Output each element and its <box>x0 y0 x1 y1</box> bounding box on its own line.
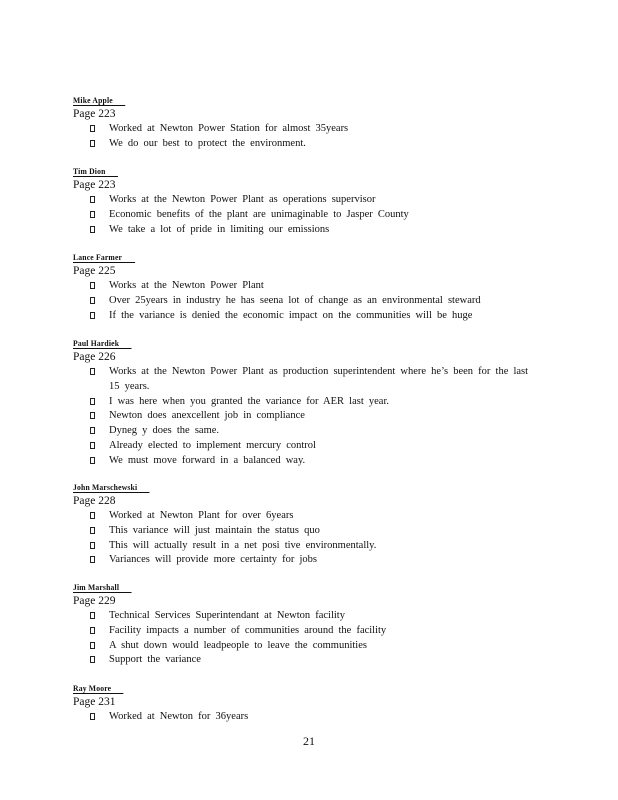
remark-text: We must move forward in a balanced way. <box>109 454 306 466</box>
remark-text: Newton does anexcellent job in compliance <box>109 410 305 422</box>
speaker-block <box>73 577 543 668</box>
bullet-box-icon <box>90 226 95 233</box>
remark-item <box>73 439 543 454</box>
remark-text: Support the variance <box>109 654 201 666</box>
speaker-name: Ray Moore <box>73 683 124 694</box>
remark-text: Facility impacts a number of communities around the facility <box>109 624 387 636</box>
speaker-name: Lance Farmer <box>73 252 135 263</box>
remark-item <box>73 624 543 639</box>
bullet-box-icon <box>90 656 95 663</box>
remark-item <box>73 193 543 208</box>
remark-item <box>73 409 543 424</box>
speaker-block <box>73 477 543 568</box>
page-reference: Page 229 <box>73 595 116 607</box>
bullet-box-icon <box>90 140 95 147</box>
bullet-box-icon <box>90 457 95 464</box>
page-reference: Page 223 <box>73 179 116 191</box>
bullet-box-icon <box>90 297 95 304</box>
remark-text: Dyneg y does the same. <box>109 425 220 437</box>
bullet-box-icon <box>90 642 95 649</box>
speaker-block <box>73 161 543 237</box>
remark-item <box>73 294 543 309</box>
remark-item <box>73 365 543 395</box>
bullet-box-icon <box>90 211 95 218</box>
remarks-list <box>73 193 543 237</box>
remark-text: A shut down would leadpeople to leave the communities <box>109 639 367 651</box>
page-reference: Page 231 <box>73 696 116 708</box>
remark-text: Economic benefits of the plant are unimaginable to Jasper County <box>109 208 409 220</box>
remark-text: Worked at Newton Plant for over 6years <box>109 510 294 521</box>
bullet-box-icon <box>90 442 95 449</box>
remarks-list <box>73 609 543 668</box>
speaker-block <box>73 333 543 469</box>
bullet-box-icon <box>90 527 95 534</box>
remark-item <box>73 395 543 410</box>
bullet-box-icon <box>90 196 95 203</box>
remark-item <box>73 223 543 238</box>
bullet-box-icon <box>90 398 95 405</box>
remark-item <box>73 553 543 568</box>
bullet-box-icon <box>90 542 95 549</box>
remark-item <box>73 524 543 539</box>
remark-item <box>73 137 543 152</box>
bullet-box-icon <box>90 556 95 563</box>
remark-text: Works at the Newton Power Plant as production superintendent where he’s been for the last 15 years. <box>109 366 529 392</box>
remark-item <box>73 539 543 554</box>
remark-text: Already elected to implement mercury control <box>109 439 316 451</box>
remark-text: Works at the Newton Power Plant as operations supervisor <box>109 194 376 205</box>
bullet-box-icon <box>90 512 95 519</box>
remark-text: Variances will provide more certainty for jobs <box>109 554 318 566</box>
speaker-block <box>73 678 543 725</box>
page-reference: Page 228 <box>73 495 116 507</box>
bullet-box-icon <box>90 612 95 619</box>
remark-text: Over 25years in industry he has seena lot of change as an environmental steward <box>109 294 481 306</box>
speaker-block <box>73 90 543 152</box>
remarks-list <box>73 122 543 152</box>
page-reference: Page 225 <box>73 265 116 277</box>
remark-text: This variance will just maintain the status quo <box>109 524 320 536</box>
remark-text: This will actually result in a net posi tive environmentally. <box>109 539 377 551</box>
speaker-name: Paul Hardiek <box>73 338 132 349</box>
remark-text: I was here when you granted the variance for AER last year. <box>109 395 389 407</box>
remarks-list <box>73 365 543 469</box>
page-reference: Page 223 <box>73 108 116 120</box>
speaker-name: Mike Apple <box>73 95 125 106</box>
remark-text: If the variance is denied the economic impact on the communities will be huge <box>109 309 473 321</box>
remarks-list <box>73 279 543 323</box>
remark-text: Worked at Newton Power Station for almost 35years <box>109 123 349 134</box>
remarks-list <box>73 710 543 725</box>
bullet-box-icon <box>90 627 95 634</box>
page-number: 21 <box>303 734 315 748</box>
bullet-box-icon <box>90 427 95 434</box>
remarks-list <box>73 509 543 568</box>
remark-item <box>73 309 543 324</box>
bullet-box-icon <box>90 368 95 375</box>
speaker-name: Tim Dion <box>73 166 118 177</box>
remark-text: We take a lot of pride in limiting our emissions <box>109 223 330 235</box>
remark-item <box>73 710 543 725</box>
bullet-box-icon <box>90 282 95 289</box>
remark-text: Worked at Newton for 36years <box>109 711 249 722</box>
remark-item <box>73 208 543 223</box>
speaker-name: John Marschewski <box>73 482 150 493</box>
remark-item <box>73 279 543 294</box>
bullet-box-icon <box>90 713 95 720</box>
remark-item <box>73 653 543 668</box>
remark-item <box>73 509 543 524</box>
remark-item <box>73 639 543 654</box>
bullet-box-icon <box>90 312 95 319</box>
speaker-name: Jim Marshall <box>73 582 132 593</box>
speaker-block <box>73 247 543 323</box>
bullet-box-icon <box>90 125 95 132</box>
remark-item <box>73 424 543 439</box>
remark-item <box>73 454 543 469</box>
page-reference: Page 226 <box>73 351 116 363</box>
bullet-box-icon <box>90 412 95 419</box>
remark-text: Works at the Newton Power Plant <box>109 280 264 291</box>
remark-text: Technical Services Superintendant at Newton facility <box>109 610 345 621</box>
remark-item <box>73 609 543 624</box>
remark-item <box>73 122 543 137</box>
remark-text: We do our best to protect the environment. <box>109 137 306 149</box>
